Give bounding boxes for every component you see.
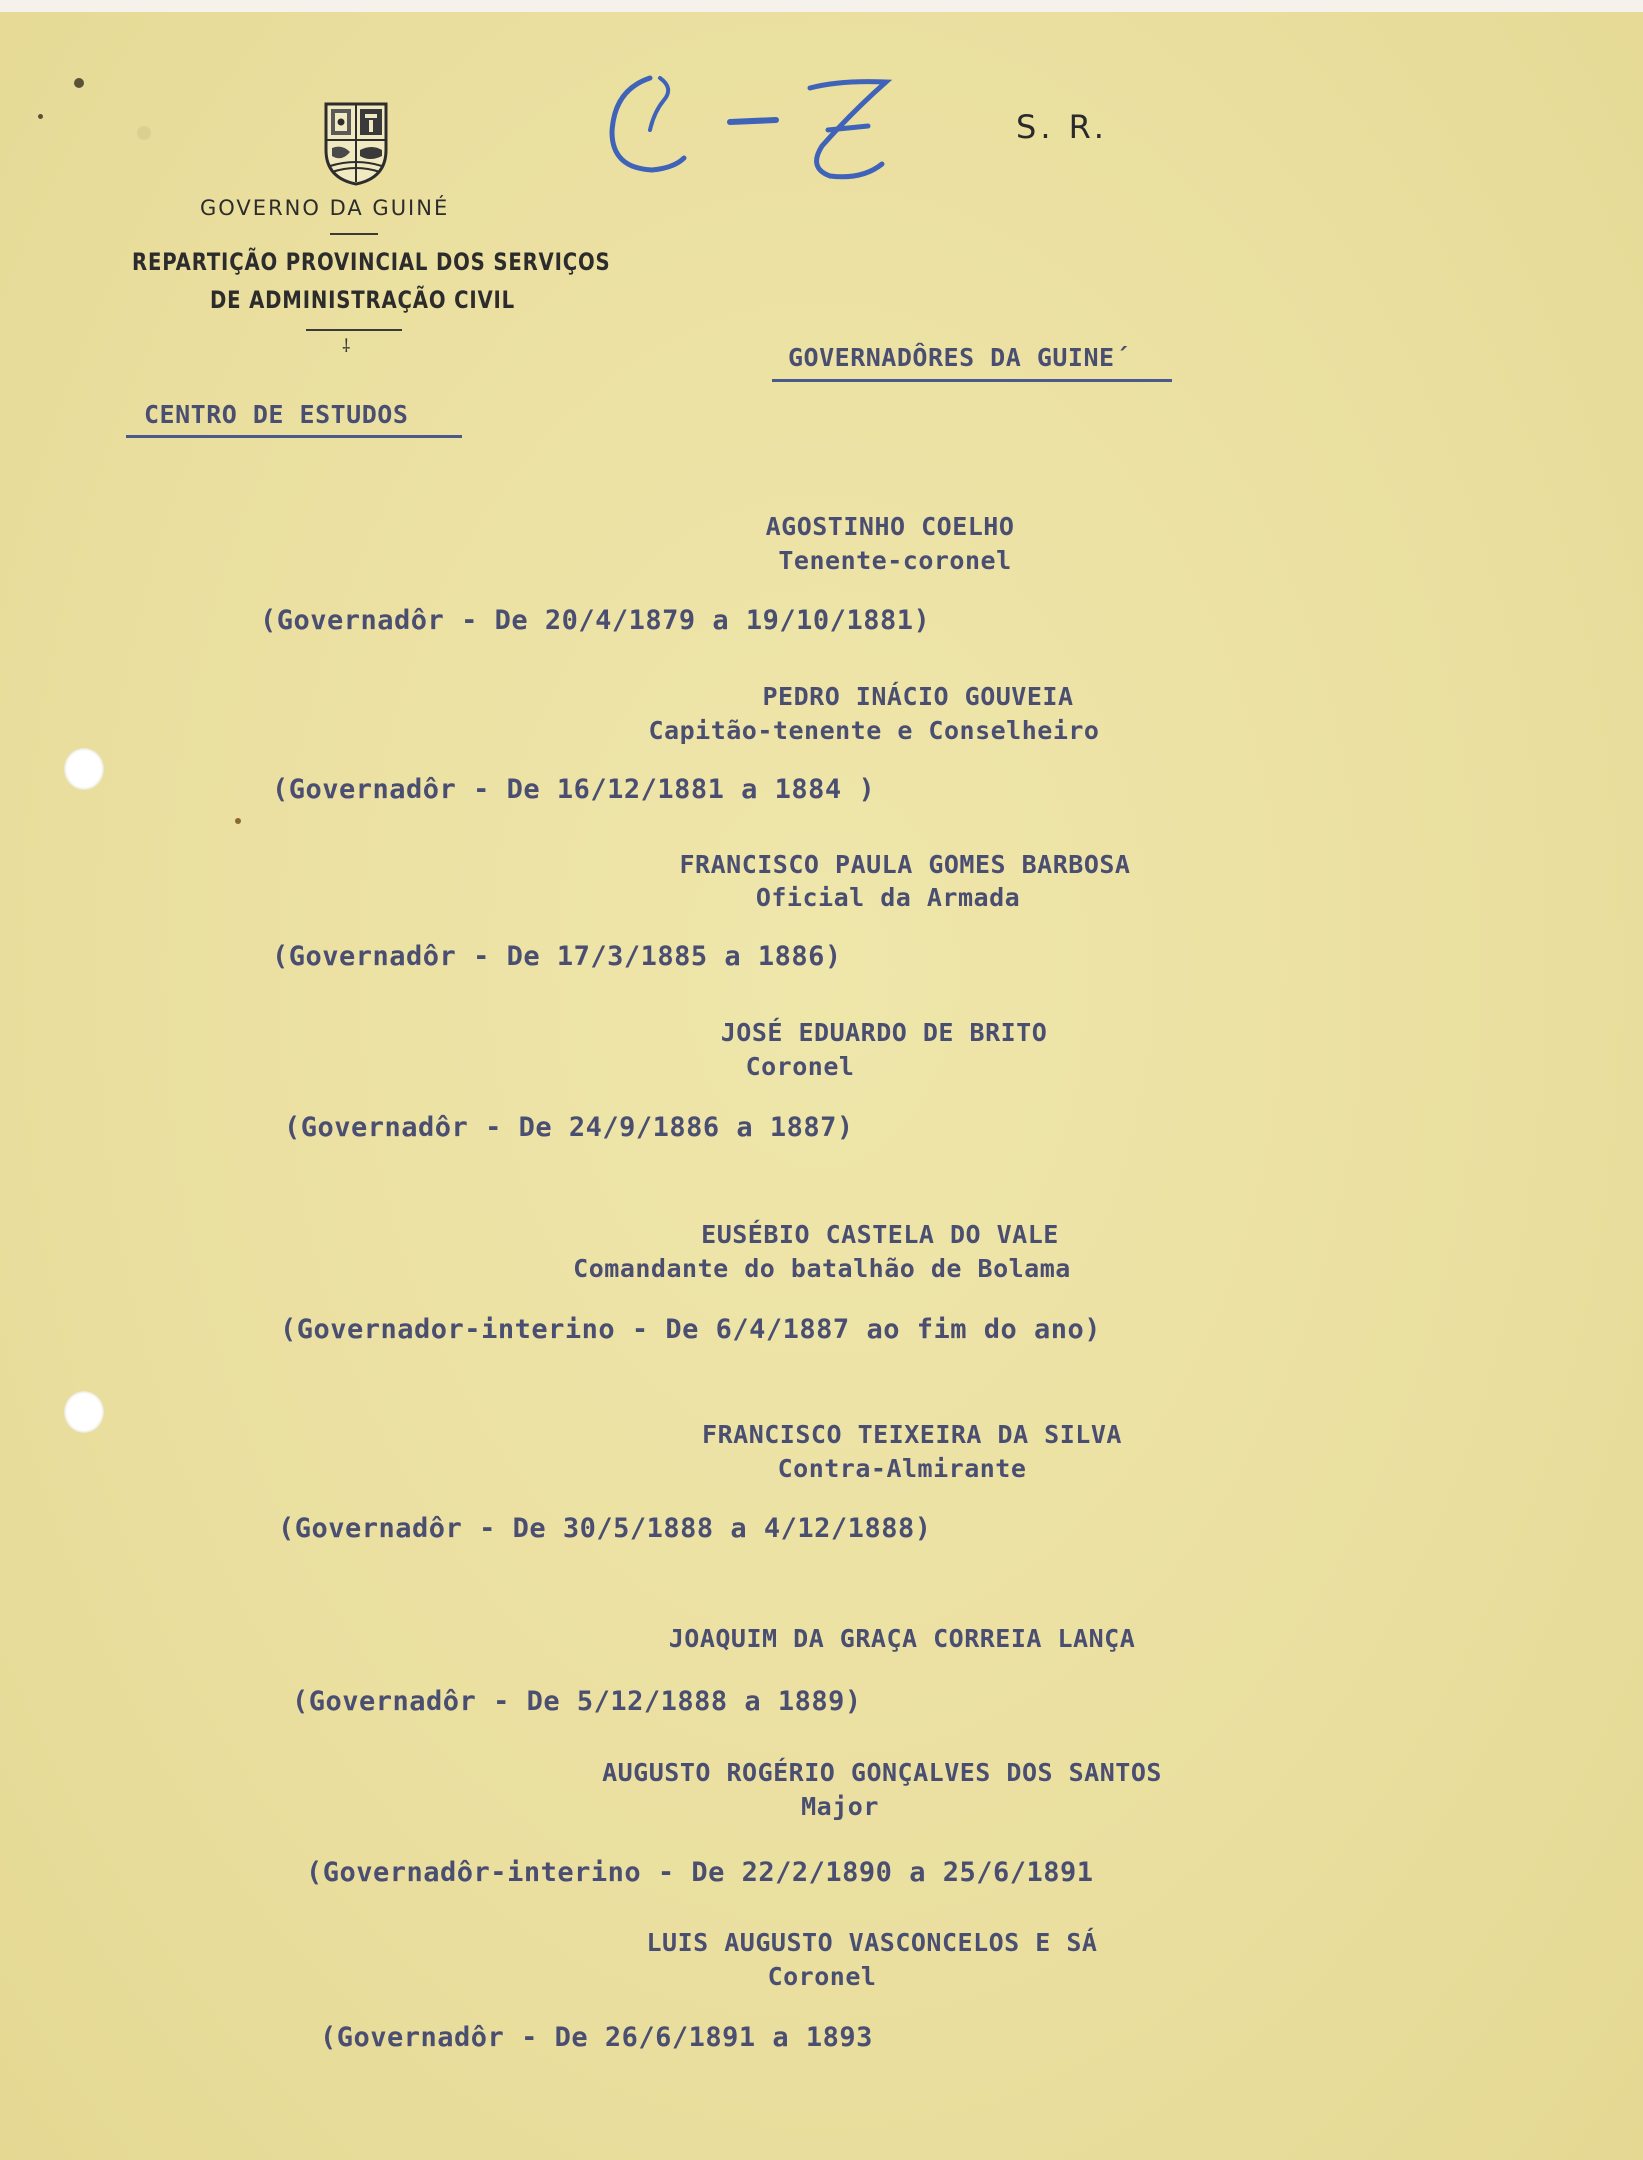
punch-hole: [64, 748, 104, 790]
governor-period: (Governadôr - De 5/12/1888 a 1889): [292, 1686, 862, 1717]
governor-rank: Coronel: [767, 1962, 877, 1991]
governor-name: JOAQUIM DA GRAÇA CORREIA LANÇA: [668, 1624, 1136, 1653]
governor-period: (Governadôr - De 26/6/1891 a 1893: [320, 2022, 873, 2053]
governor-rank: Major: [801, 1792, 879, 1821]
department-line-1: REPARTIÇÃO PROVINCIAL DOS SERVIÇOS: [132, 248, 611, 276]
governor-period: (Governadôr - De 20/4/1879 a 19/10/1881): [260, 605, 931, 636]
governor-period: (Governador-interino - De 6/4/1887 ao fim do ano): [280, 1314, 1102, 1345]
divider: [306, 329, 402, 331]
governor-rank: Capitão-tenente e Conselheiro: [648, 716, 1100, 745]
governor-rank: Contra-Almirante: [777, 1454, 1027, 1483]
government-heading: GOVERNO DA GUINÉ: [200, 196, 450, 220]
governor-rank: Oficial da Armada: [755, 883, 1021, 912]
speck: [74, 78, 84, 88]
governor-name: JOSÉ EDUARDO DE BRITO: [720, 1018, 1048, 1047]
section-label: CENTRO DE ESTUDOS: [144, 400, 409, 429]
governor-name: EUSÉBIO CASTELA DO VALE: [701, 1220, 1059, 1249]
governor-period: (Governadôr-interino - De 22/2/1890 a 25/6/1891: [306, 1857, 1094, 1888]
governor-name: AUGUSTO ROGÉRIO GONÇALVES DOS SANTOS: [602, 1758, 1162, 1787]
department-line-2: DE ADMINISTRAÇÃO CIVIL: [210, 286, 516, 314]
governor-rank: Comandante do batalhão de Bolama: [573, 1254, 1071, 1283]
divider: [330, 233, 378, 235]
governor-name: FRANCISCO PAULA GOMES BARBOSA: [679, 850, 1131, 879]
governor-period: (Governadôr - De 24/9/1886 a 1887): [284, 1112, 854, 1143]
speck: [235, 818, 241, 824]
speck: [38, 114, 43, 119]
governor-period: (Governadôr - De 30/5/1888 a 4/12/1888): [278, 1513, 932, 1544]
initials-sr: S. R.: [1016, 108, 1108, 146]
governor-name: FRANCISCO TEIXEIRA DA SILVA: [702, 1420, 1122, 1449]
title-underline: [772, 379, 1172, 382]
governor-period: (Governadôr - De 16/12/1881 a 1884 ): [272, 774, 876, 805]
governor-name: PEDRO INÁCIO GOUVEIA: [762, 682, 1074, 711]
governor-name: LUIS AUGUSTO VASCONCELOS E SÁ: [646, 1928, 1098, 1957]
section-underline: [126, 435, 462, 438]
punch-hole: [64, 1391, 104, 1433]
ornament-mark: ⸸: [342, 336, 351, 357]
governor-rank: Tenente-coronel: [778, 546, 1012, 575]
handwritten-annotation: [600, 60, 900, 200]
document-title: GOVERNADÔRES DA GUINE´: [788, 343, 1131, 372]
governor-period: (Governadôr - De 17/3/1885 a 1886): [272, 941, 842, 972]
governor-name: AGOSTINHO COELHO: [765, 512, 1015, 541]
coat-of-arms-icon: [320, 100, 392, 186]
scan-edge: [0, 0, 1643, 12]
governor-rank: Coronel: [745, 1052, 855, 1081]
stain: [137, 126, 151, 140]
